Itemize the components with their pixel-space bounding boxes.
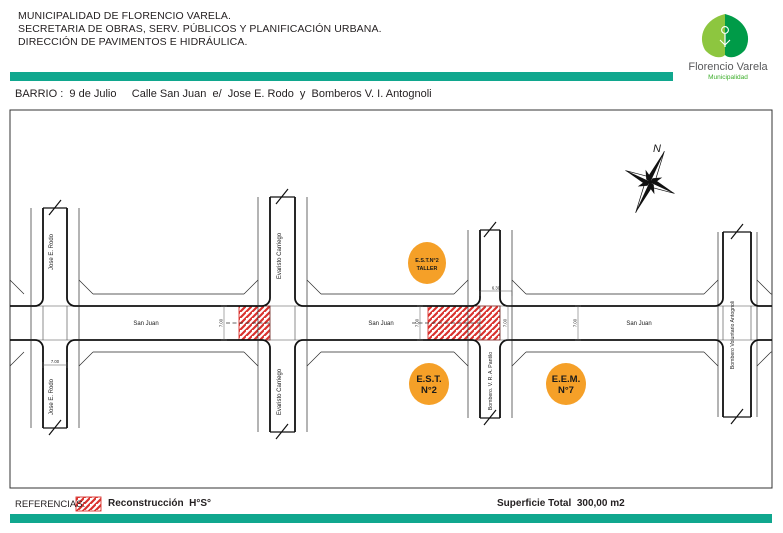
north-arrow-icon [611,140,689,224]
barrio-label: BARRIO : [15,88,70,100]
header-line-3: DIRECCIÓN DE PAVIMENTOS E HIDRÁULICA. [18,36,248,48]
svg-text:N°2: N°2 [421,385,437,396]
marker-est2-taller [408,242,446,284]
label-san-juan-3: San Juan [626,321,652,327]
logo-municipality-name: Florencio Varela [688,61,768,73]
dim-road-width-4: 7.00 [502,318,508,328]
header-line-2: SECRETARIA DE OBRAS, SERV. PÚBLICOS Y PLANIFICACIÓN URBANA. [18,23,382,35]
legend-item-label: Reconstrucción H°S° [108,498,212,509]
svg-text:E.S.T.N°2: E.S.T.N°2 [415,258,439,264]
dim-road-width-1: 7.00 [218,318,224,328]
dim-patch-length: 6.30 [491,285,501,291]
marker-eem7 [546,363,586,405]
svg-text:E.S.T.: E.S.T. [416,374,442,385]
total-surface-label: Superficie Total 300,00 m2 [497,498,625,509]
dim-road-width-3: 7.00 [414,318,420,328]
dim-road-width-5: 7.00 [572,318,578,328]
label-jose-rodo-south: Jose E. Rodo [49,378,55,416]
legend-label: REFERENCIAS: [15,499,86,510]
logo-leaf-icon [702,14,748,57]
marker-est2 [409,363,449,405]
svg-text:N: N [653,143,661,155]
label-carriego-south: Evaristo Carriego [277,368,283,416]
label-san-juan-1: San Juan [133,321,159,327]
street-end-ticks [43,189,751,439]
label-carriego-north: Evaristo Carriego [277,232,283,280]
svg-text:E.E.M.: E.E.M. [551,374,581,385]
label-antognoli: Bombero Voluntario Antognoli [730,300,736,370]
street-labels [49,232,736,415]
footer-teal-bar [10,514,772,523]
logo-subtitle: Municipalidad [708,74,748,81]
header-line-1: MUNICIPALIDAD DE FLORENCIO VARELA. [18,10,232,22]
svg-text:N°7: N°7 [558,385,574,396]
svg-text:TALLER: TALLER [416,266,438,272]
label-jose-rodo-north: Jose E. Rodo [49,233,55,271]
dim-road-width-2: 7.00 [50,359,60,364]
barrio-value: 9 de Julio Calle San Juan e/ Jose E. Rodo y Bomberos V. I. Antognoli [69,88,432,100]
label-san-juan-2: San Juan [368,321,394,327]
label-pantilo: Bombero. V. R. A. Pantilo [488,351,494,411]
cross-streets [31,189,771,439]
